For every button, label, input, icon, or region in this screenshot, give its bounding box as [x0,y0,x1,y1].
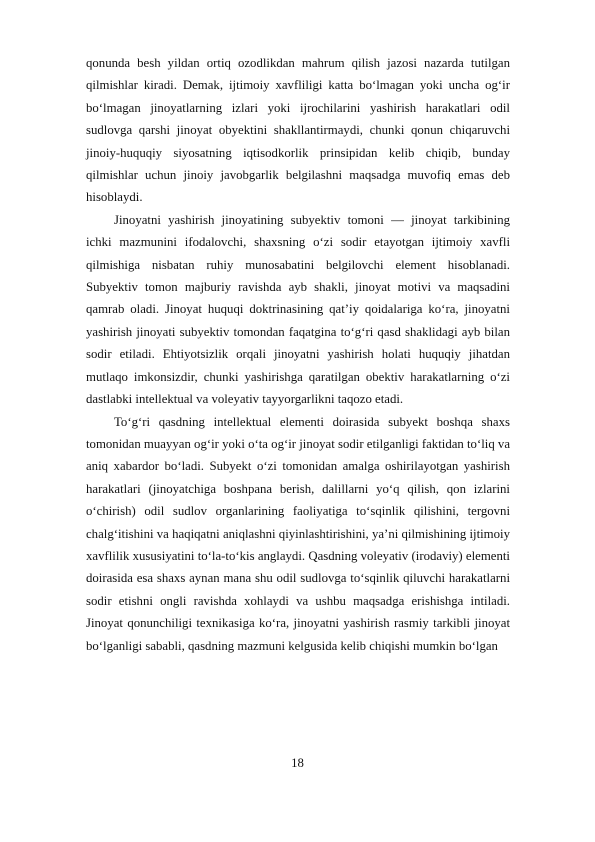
paragraph-continuation: qonunda besh yildan ortiq ozodlikdan mahrum qilish jazosi nazarda tutilgan qilmishlar kiradi. Demak, ijtimoiy xavfliligi katta bo‘lmagan yoki uncha og‘ir bo‘lmagan jinoyatlarning izlari yoki ijrochilarini yashirish harakatlari odil sudlovga qarshi jinoyat obyektini shakllantirmaydi, chunki qonun chiqaruvchi jinoiy-huquqiy siyosatning iqtisodkorlik prinsipidan kelib chiqib, bunday qilmishlar uchun jinoiy javobgarlik belgilashni maqsadga muvofiq emas deb hisoblaydi. [86,56,510,205]
paragraph-direct-intent: To‘g‘ri qasdning intellektual elementi doirasida subyekt boshqa shaxs tomonidan muayyan og‘ir yoki o‘ta og‘ir jinoyat sodir etilganligi faktidan to‘liq va aniq xabardor bo‘ladi. Subyekt o‘zi tomonidan amalga oshirilayotgan yashirish harakatlari (jinoyatchiga boshpana berish, dalillarni yo‘q qilish, qon izlarini o‘chirish) odil sudlov organlarining faoliyatiga to‘sqinlik qilishini, tergovni chalg‘itishini va haqiqatni aniqlashni qiyinlashtirishini, ya’ni qilmishining ijtimoiy xavflilik xususiyatini to‘la-to‘kis anglaydi. Qasdning voleyativ (irodaviy) elementi doirasida esa shaxs aynan mana shu odil sudlovga to‘sqinlik qiluvchi harakatlarni sodir etishni ongli ravishda xohlaydi va ushbu maqsadga erishishga intiladi. Jinoyat qonunchiligi texnikasiga ko‘ra, jinoyatni yashirish rasmiy tarkibli jinoyat bo‘lganligi sababli, qasdning mazmuni kelgusida kelib chiqishi mumkin bo‘lgan [86,414,510,653]
paragraph-subjective-side: Jinoyatni yashirish jinoyatining subyektiv tomoni — jinoyat tarkibining ichki mazmunini ifodalovchi, shaxsning o‘zi sodir etayotgan ijtimoiy xavfli qilmishiga nisbatan ruhiy munosabatini belgilovchi element hisoblanadi. Subyektiv tomon majburiy ravishda ayb shakli, jinoyat motivi va maqsadini qamrab oladi. Jinoyat huquqi doktrinasining qat’iy qoidalariga ko‘ra, jinoyatni yashirish jinoyati subyektiv tomondan faqatgina to‘g‘ri qasd shaklidagi ayb bilan sodir etiladi. Ehtiyotsizlik orqali jinoyatni yashirish holati huquqiy jihatdan mutlaqo imkonsizdir, chunki yashirishga qaratilgan obektiv harakatlarning o‘zi dastlabki intellektual va voleyativ tayyorgarlikni taqozo etadi. [86,212,510,407]
body-text [86,52,510,657]
page-number: 18 [291,756,304,770]
